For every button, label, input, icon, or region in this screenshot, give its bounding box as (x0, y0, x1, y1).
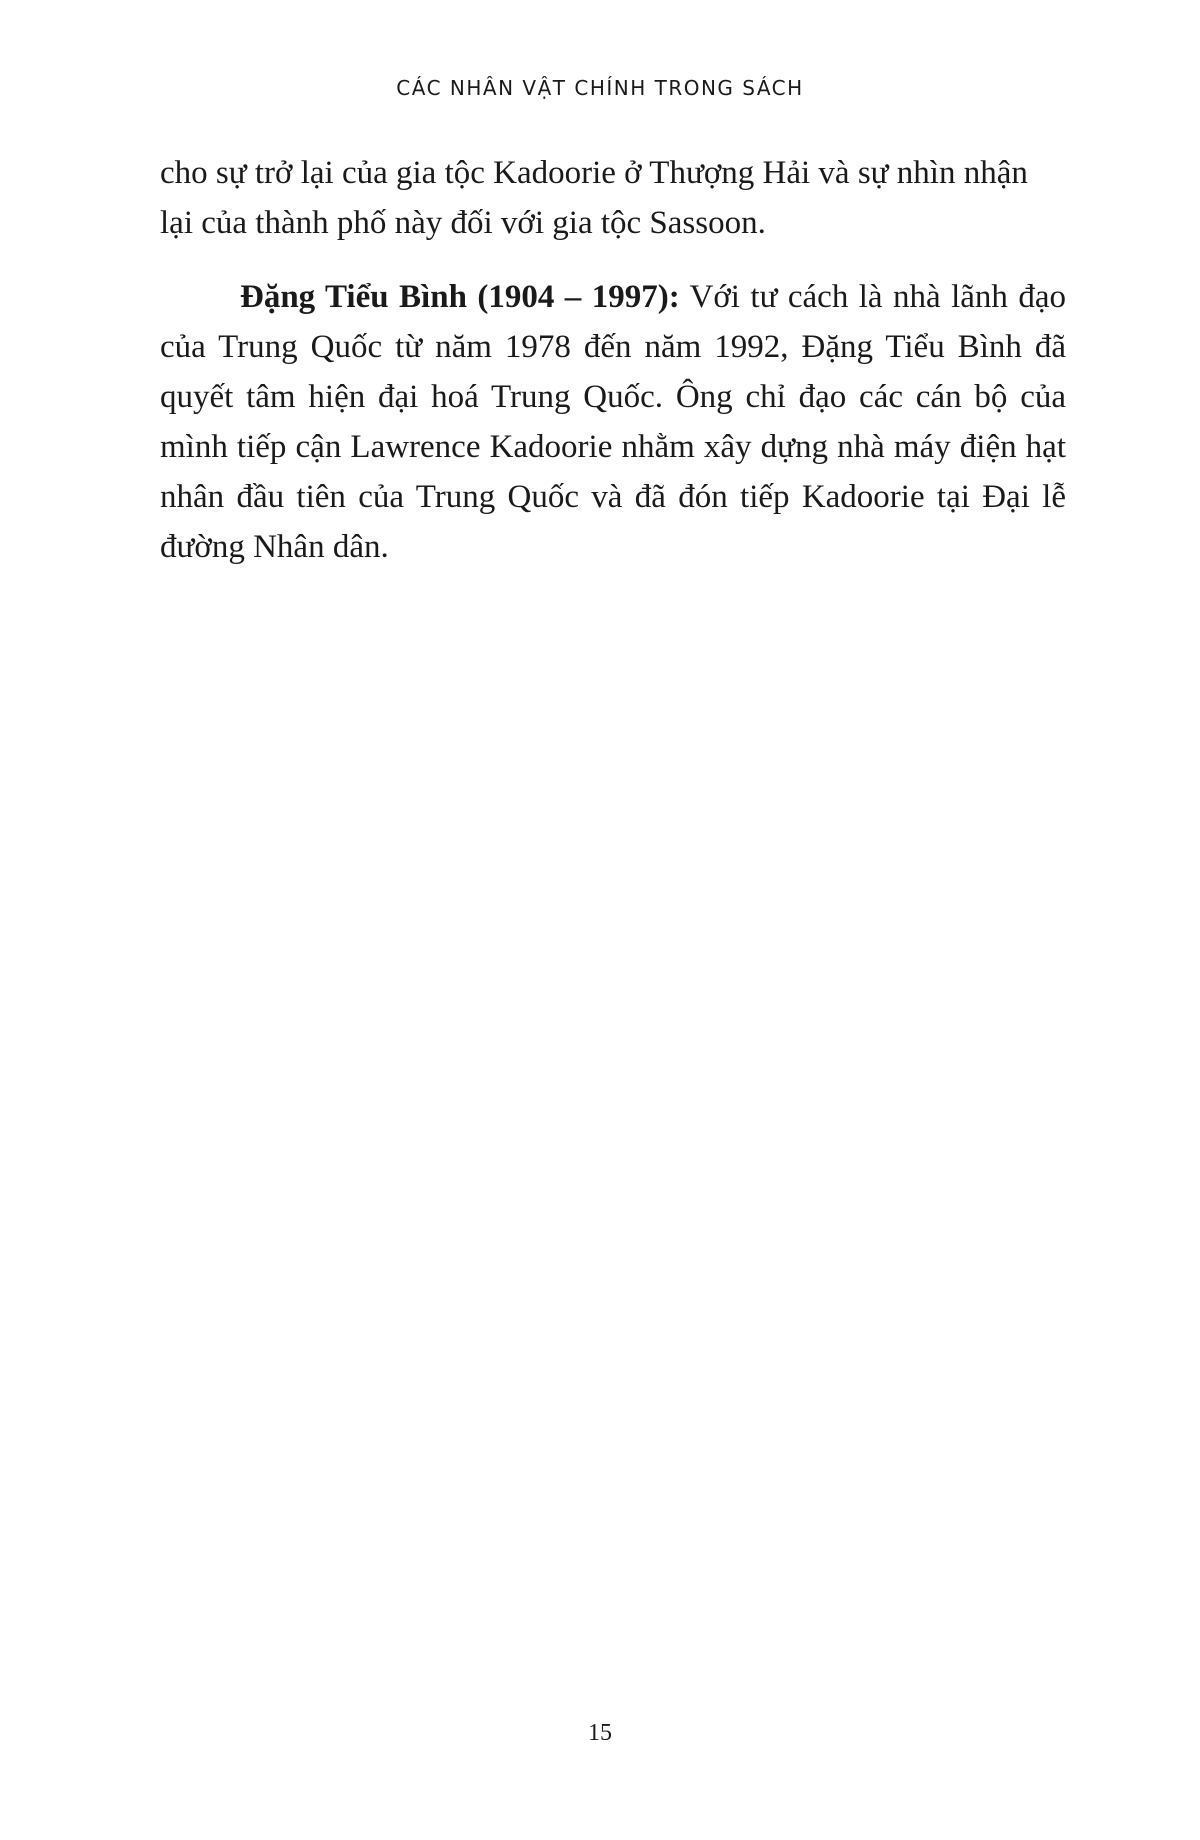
page-number: 15 (588, 1720, 612, 1746)
body-text (160, 148, 1066, 572)
running-header: CÁC NHÂN VẬT CHÍNH TRONG SÁCH (396, 76, 804, 100)
entry-description: Với tư cách là nhà lãnh đạo của Trung Quốc từ năm 1978 đến năm 1992, Đặng Tiểu Bình đã quyết tâm hiện đại hoá Trung Quốc. Ông chỉ đạo các cán bộ của mình tiếp cận Lawrence Kadoorie nhằm xây dựng nhà máy điện hạt nhân đầu tiên của Trung Quốc và đã đón tiếp Kadoorie tại Đại lễ đường Nhân dân. (160, 279, 1066, 565)
entry-heading: Đặng Tiểu Bình (1904 – 1997): (240, 279, 680, 315)
paragraph-continuation: cho sự trở lại của gia tộc Kadoorie ở Thượng Hải và sự nhìn nhận lại của thành phố này đối với gia tộc Sassoon. (160, 155, 1028, 241)
paragraph-deng-xiaoping (160, 272, 1066, 572)
